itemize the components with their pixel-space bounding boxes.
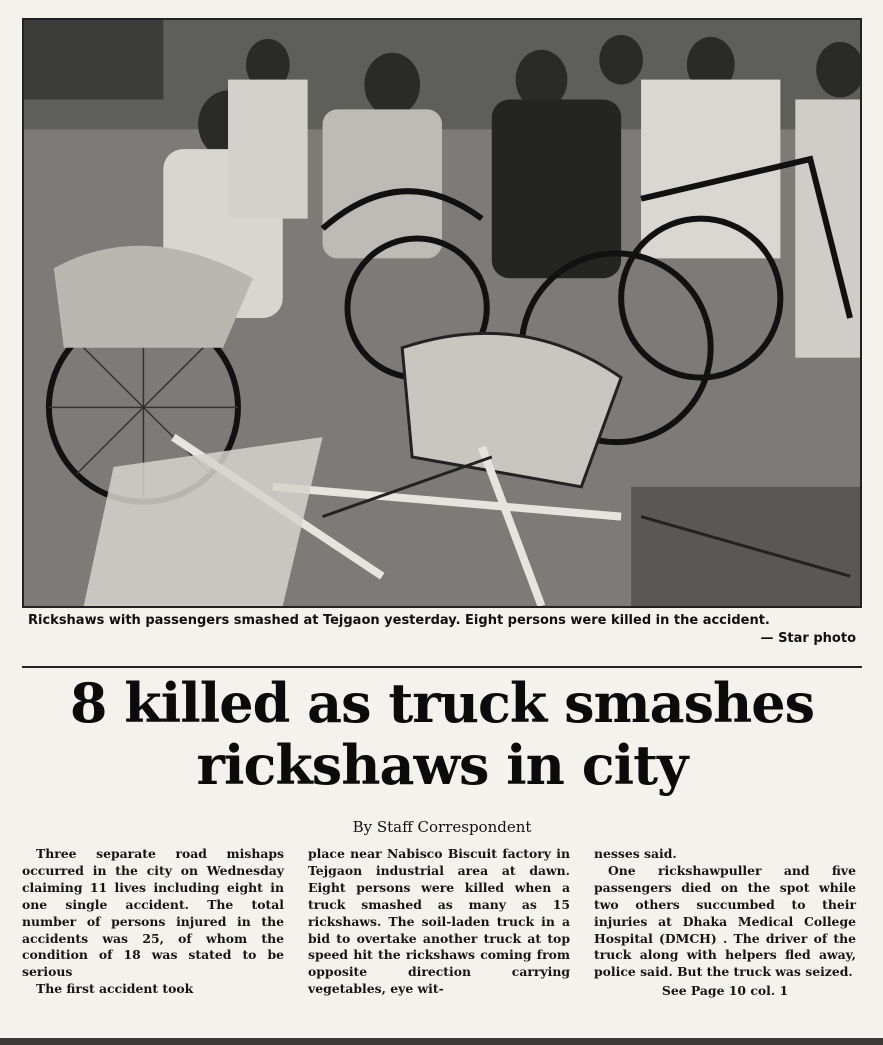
photo-image bbox=[24, 20, 860, 606]
article-column-1 bbox=[22, 846, 284, 998]
paragraph: nesses said. bbox=[594, 846, 677, 861]
bottom-edge bbox=[0, 1038, 883, 1045]
caption-text: Rickshaws with passengers smashed at Tejgaon yesterday. Eight persons were killed in the accident. bbox=[28, 613, 770, 628]
article-column-3 bbox=[594, 846, 856, 1000]
headline-line-1: 8 killed as truck smashes bbox=[69, 671, 815, 735]
paragraph: Three separate road mishaps occurred in the city on Wednesday claiming 11 lives including eight in one single accident. The total number of persons injured in the accidents was 25, of whom the condition of 18 was stated to be serious bbox=[22, 846, 284, 980]
photo-credit: — Star photo bbox=[760, 631, 856, 646]
photo-caption bbox=[28, 612, 856, 646]
article-column-2 bbox=[308, 846, 570, 998]
divider bbox=[22, 666, 862, 668]
byline: By Staff Correspondent bbox=[352, 818, 532, 836]
paragraph: One rickshawpuller and five passengers died on the spot while two others succumbed to their injuries at Dhaka Medical College Hospital (DMCH) . The driver of the truck along with helpers fled away, police said. But the truck was seized. bbox=[594, 862, 856, 980]
paragraph: place near Nabisco Biscuit factory in Tejgaon industrial area at dawn. Eight persons were killed when a truck smashed as many as 15 rickshaws. The soil-laden truck in a bid to overtake another truck at top speed hit the rickshaws coming from opposite direction carrying vegetables, eye wit- bbox=[308, 846, 570, 997]
headline bbox=[22, 672, 862, 796]
headline-line-2: rickshaws in city bbox=[196, 733, 688, 797]
news-photo bbox=[22, 18, 862, 608]
paragraph: The first accident took bbox=[36, 981, 194, 997]
continuation-note: See Page 10 col. 1 bbox=[661, 983, 789, 999]
